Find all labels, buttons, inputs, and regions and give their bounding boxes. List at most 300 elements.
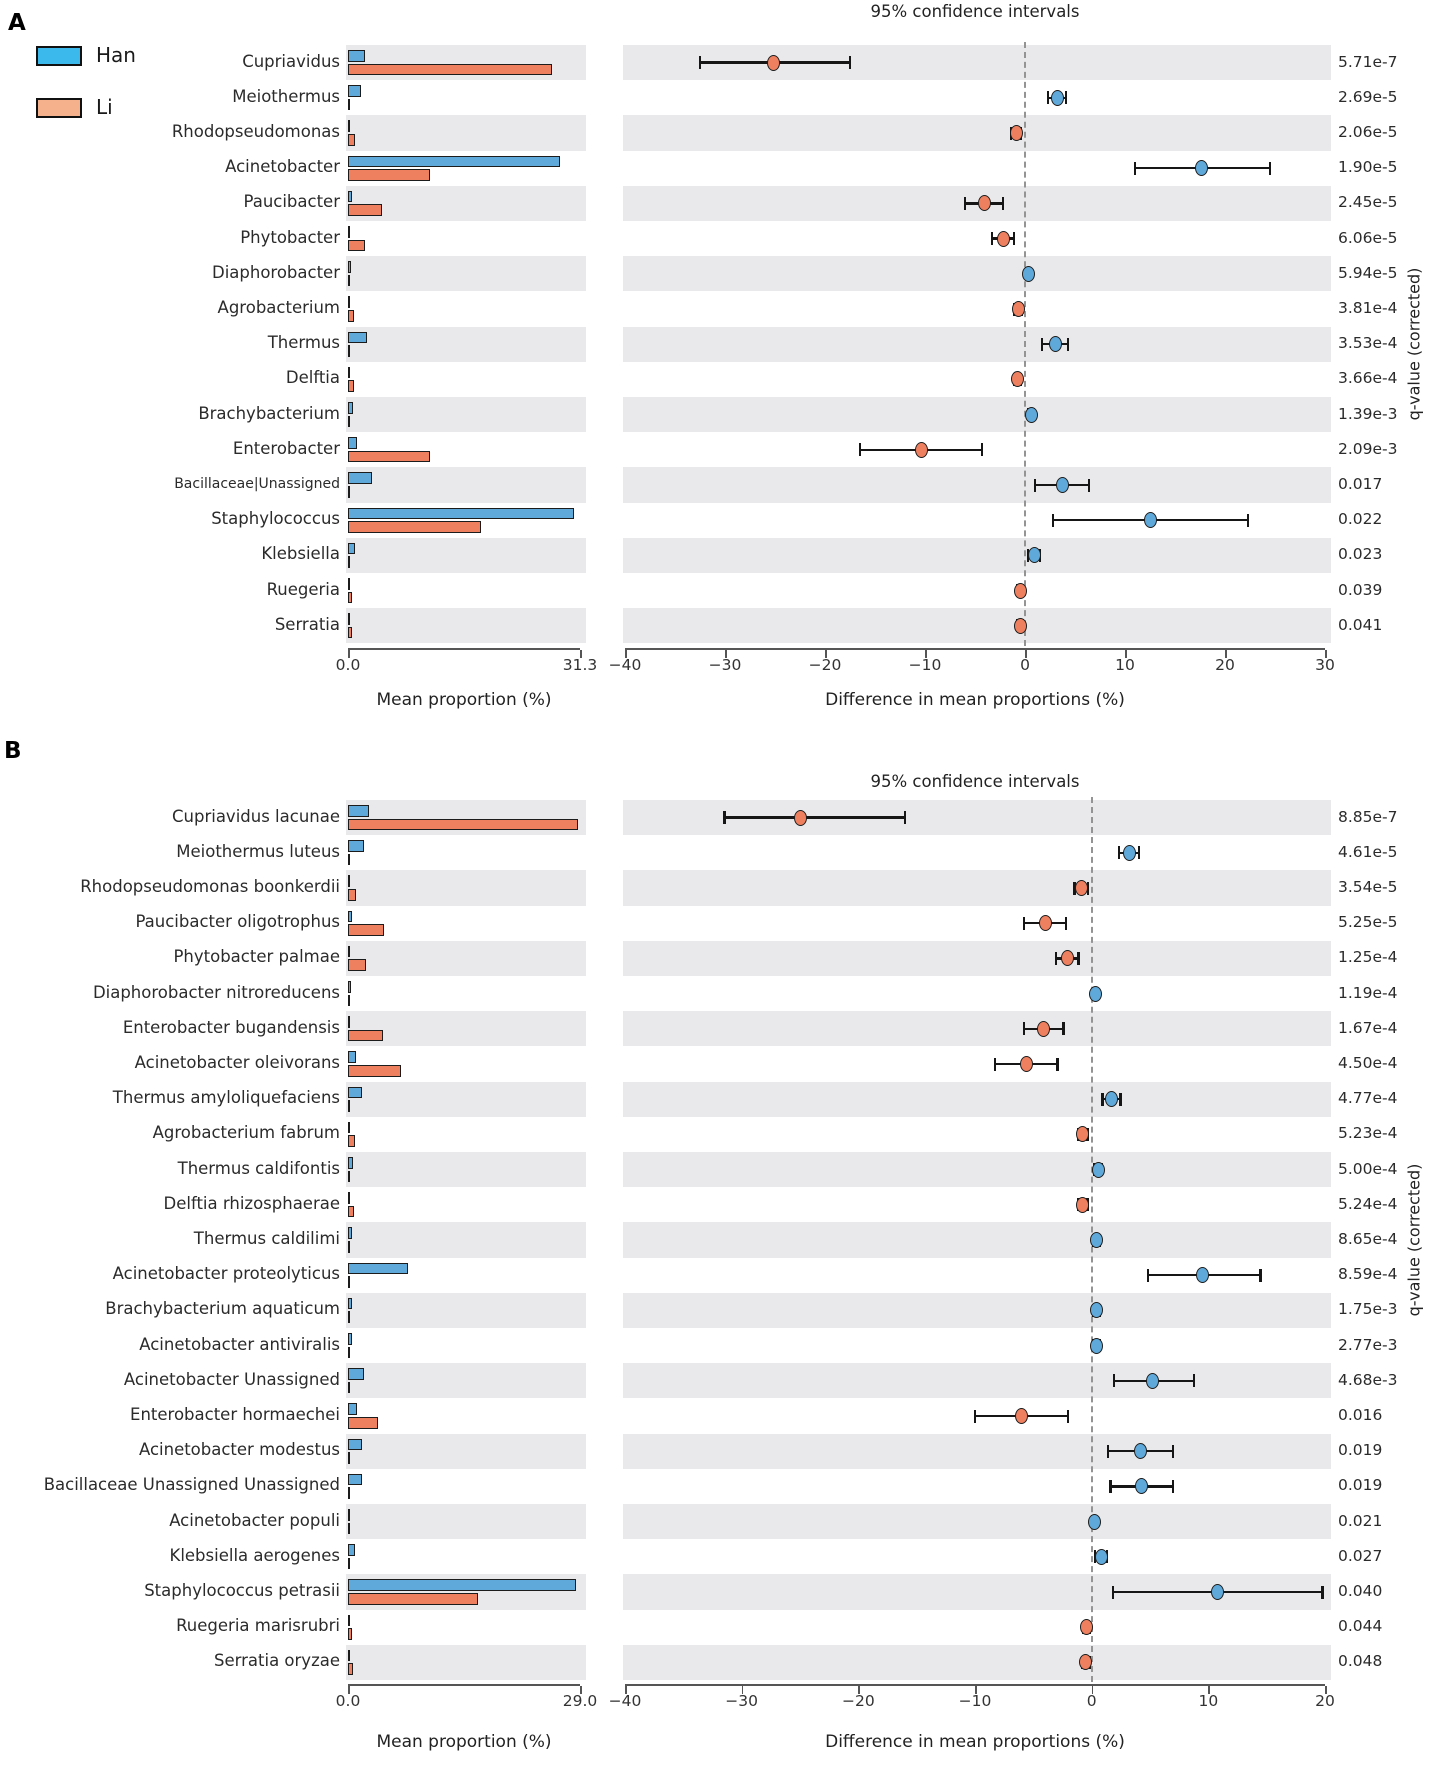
panel-a-row-band-left: [346, 538, 586, 573]
panel-b-q-value: 1.25e-4: [1338, 948, 1398, 967]
panel-b-q-value: 0.027: [1338, 1546, 1383, 1565]
panel-a-right-tick-label: 20: [1215, 656, 1235, 674]
panel-a-li-bar: [348, 416, 350, 428]
panel-a-right-tick-label: −40: [608, 656, 642, 674]
panel-b-ci-cap-high: [1062, 1022, 1064, 1035]
panel-a-ci-cap-high: [1067, 338, 1069, 351]
panel-a-left-tick-label: 0.0: [335, 656, 361, 674]
panel-b-q-axis-label: q-value (corrected): [1404, 1163, 1424, 1317]
panel-b-q-value: 8.59e-4: [1338, 1265, 1398, 1284]
panel-a-q-value: 3.66e-4: [1338, 369, 1398, 388]
panel-a-li-bar: [348, 169, 430, 181]
panel-a-han-bar: [348, 402, 353, 414]
panel-b-taxon-label: Enterobacter hormaechei: [130, 1405, 340, 1424]
panel-b-li-bar: [348, 924, 384, 936]
panel-a-han-bar: [348, 191, 352, 203]
panel-b-row-band-left: [346, 941, 586, 976]
panel-a-han-bar: [348, 296, 350, 308]
panel-b-ci-cap-low: [1107, 1445, 1109, 1458]
panel-a-li-bar: [348, 345, 350, 357]
panel-b-taxon-label: Thermus caldifontis: [177, 1158, 340, 1178]
panel-b-row-band-left: [346, 1645, 586, 1680]
panel-a-taxon-label: Paucibacter: [243, 192, 340, 212]
panel-b-taxon-label: Diaphorobacter nitroreducens: [92, 982, 340, 1002]
panel-b-letter: B: [4, 738, 22, 764]
panel-b-left-tick-label: 0.0: [335, 1692, 361, 1710]
panel-a-han-bar: [348, 578, 350, 590]
panel-b-row-band-right: [623, 1434, 1331, 1469]
panel-a-q-value: 5.71e-7: [1338, 52, 1398, 71]
panel-b-li-bar: [348, 1135, 355, 1147]
panel-a-ci-dot: [1014, 618, 1027, 634]
panel-a-right-tick-label: −10: [908, 656, 942, 674]
panel-a-ci-cap-low: [991, 232, 993, 245]
panel-b-row-band-right: [623, 1293, 1331, 1328]
panel-a-ci-cap-high: [1269, 162, 1271, 175]
panel-b-right-tick-label: −30: [725, 1692, 759, 1710]
panel-b-right-axis-title: Difference in mean proportions (%): [825, 1732, 1125, 1752]
panel-b-ci-cap-high: [1056, 1058, 1058, 1071]
panel-a-row-band-left: [346, 467, 586, 502]
panel-a-right-axis: [625, 648, 1325, 650]
panel-b-q-value: 1.75e-3: [1338, 1300, 1398, 1319]
panel-b-ci-cap-high: [1193, 1374, 1195, 1387]
panel-b-ci-cap-high: [1119, 1093, 1121, 1106]
panel-a-ci-cap-high: [1247, 514, 1249, 527]
panel-a-row-band-right: [623, 256, 1331, 291]
panel-a-li-bar: [348, 134, 355, 146]
panel-a-ci-dot: [1144, 512, 1157, 528]
panel-a-li-bar: [348, 204, 382, 216]
panel-b-li-bar: [348, 1030, 383, 1042]
panel-b-q-value: 0.040: [1338, 1582, 1383, 1600]
panel-b-han-bar: [348, 1298, 352, 1310]
panel-b-taxon-label: Bacillaceae Unassigned Unassigned: [43, 1475, 340, 1495]
panel-b-li-bar: [348, 1241, 350, 1253]
panel-a-ci-cap-low: [964, 197, 966, 210]
panel-a-taxon-label: Diaphorobacter: [211, 262, 340, 282]
panel-b-li-bar: [348, 1487, 350, 1499]
panel-b-row-band-left: [346, 870, 586, 905]
panel-b-han-bar: [348, 1544, 355, 1556]
panel-a-han-bar: [348, 543, 355, 555]
panel-b-li-bar: [348, 1417, 378, 1429]
panel-a-ci-dot: [1025, 407, 1038, 423]
panel-a-q-value: 2.45e-5: [1338, 193, 1398, 212]
panel-b-row-band-left: [346, 1152, 586, 1187]
panel-b-ci-dot: [1075, 880, 1088, 896]
panel-a-han-bar: [348, 50, 365, 62]
panel-b-han-bar: [348, 1650, 350, 1662]
panel-b-ci-cap-high: [1172, 1480, 1174, 1493]
panel-b-q-value: 4.68e-3: [1338, 1370, 1398, 1389]
panel-b-taxon-label: Klebsiella aerogenes: [169, 1545, 340, 1565]
legend-label-li: Li: [96, 95, 113, 119]
panel-b-taxon-label: Enterobacter bugandensis: [122, 1017, 340, 1037]
panel-b-q-value: 4.50e-4: [1338, 1054, 1398, 1072]
panel-b-q-value: 3.54e-5: [1338, 878, 1398, 896]
panel-b-q-value: 2.77e-3: [1338, 1335, 1398, 1354]
panel-a-taxon-label: Serratia: [274, 614, 340, 634]
panel-a-han-bar: [348, 613, 350, 625]
panel-b-han-bar: [348, 946, 350, 958]
panel-a-han-bar: [348, 85, 361, 97]
panel-b-ci-dot: [1061, 950, 1074, 966]
panel-a-ci-cap-high: [849, 56, 851, 69]
panel-b-ci-line: [724, 816, 905, 818]
panel-b-q-value: 5.24e-4: [1338, 1194, 1398, 1213]
panel-b-row-band-right: [623, 1504, 1331, 1539]
panel-a-ci-cap-low: [699, 56, 701, 69]
panel-b-li-bar: [348, 1382, 350, 1394]
panel-b-right-tick-label: 10: [1198, 1692, 1219, 1710]
panel-b-ci-cap-low: [1023, 917, 1025, 930]
panel-a-q-value: 3.81e-4: [1338, 299, 1398, 317]
panel-b-taxon-label: Thermus amyloliquefaciens: [112, 1088, 340, 1108]
panel-a-q-value: 3.53e-4: [1338, 334, 1398, 353]
panel-a-row-band-left: [346, 256, 586, 291]
panel-b-taxon-label: Agrobacterium fabrum: [152, 1123, 340, 1143]
panel-b-han-bar: [348, 1615, 350, 1627]
panel-b-row-band-right: [623, 1152, 1331, 1187]
panel-b-taxon-label: Acinetobacter oleivorans: [134, 1053, 340, 1072]
panel-b-right-tick-label: 0: [1086, 1692, 1097, 1710]
panel-a-ci-dot: [1010, 125, 1023, 141]
panel-b-han-bar: [348, 1192, 350, 1204]
panel-a-title: 95% confidence intervals: [870, 2, 1080, 21]
panel-a-q-value: 2.69e-5: [1338, 87, 1398, 106]
panel-b-right-tick-label: 20: [1315, 1692, 1335, 1710]
panel-b-right-tick-label: −40: [608, 1692, 642, 1710]
panel-a-q-value: 0.041: [1338, 615, 1383, 634]
panel-a-right-tick-label: 0: [1020, 656, 1030, 674]
panel-b-row-band-right: [623, 1645, 1331, 1680]
panel-b-taxon-label: Phytobacter palmae: [173, 947, 340, 967]
panel-a-ci-cap-low: [1134, 162, 1136, 175]
panel-b-han-bar: [348, 875, 350, 887]
panel-a-letter: A: [8, 10, 26, 36]
panel-a-q-value: 6.06e-5: [1338, 228, 1398, 247]
panel-b-title: 95% confidence intervals: [870, 772, 1080, 791]
panel-b-ci-cap-low: [1147, 1269, 1149, 1282]
panel-a-ci-cap-low: [859, 443, 861, 456]
panel-b-q-value: 0.019: [1338, 1441, 1383, 1460]
panel-b-ci-dot: [1146, 1373, 1159, 1389]
panel-a-right-tick-label: −20: [808, 656, 842, 674]
panel-b-q-value: 4.61e-5: [1338, 842, 1398, 861]
panel-b-q-value: 0.021: [1338, 1511, 1383, 1530]
panel-b-q-value: 0.019: [1338, 1476, 1383, 1495]
panel-a-ci-cap-low: [1041, 338, 1043, 351]
panel-a-taxon-label: Delftia: [285, 368, 340, 388]
panel-a-taxon-label: Klebsiella: [261, 544, 340, 564]
panel-a-han-bar: [348, 508, 574, 520]
panel-b-ci-dot: [1095, 1549, 1108, 1565]
panel-b-q-value: 8.85e-7: [1338, 807, 1398, 826]
panel-b-row-band-right: [623, 1082, 1331, 1117]
panel-b-li-bar: [348, 1311, 350, 1323]
panel-a-q-value: 2.06e-5: [1338, 123, 1398, 141]
panel-a-li-bar: [348, 592, 352, 604]
panel-a-li-bar: [348, 310, 354, 322]
panel-a-taxon-label: Brachybacterium: [198, 403, 340, 423]
panel-b-taxon-label: Brachybacterium aquaticum: [105, 1299, 340, 1319]
panel-b-q-value: 4.77e-4: [1338, 1089, 1398, 1108]
panel-b-q-value: 0.016: [1338, 1406, 1383, 1424]
panel-a-ci-cap-high: [1065, 91, 1067, 104]
panel-b-row-band-left: [346, 1434, 586, 1469]
panel-b-ci-cap-low: [974, 1410, 976, 1423]
panel-b-li-bar: [348, 1593, 478, 1605]
panel-b-row-band-left: [346, 1363, 586, 1398]
panel-a-li-bar: [348, 380, 354, 392]
panel-b-han-bar: [348, 981, 351, 993]
panel-b-han-bar: [348, 1016, 350, 1028]
panel-b-li-bar: [348, 854, 350, 866]
panel-a-ci-dot: [997, 231, 1010, 247]
panel-b-han-bar: [348, 1403, 357, 1415]
panel-b-row-band-left: [346, 1293, 586, 1328]
panel-b-row-band-right: [623, 1222, 1331, 1257]
panel-a-q-value: 0.039: [1338, 580, 1383, 599]
panel-a-li-bar: [348, 64, 552, 76]
panel-a-li-bar: [348, 275, 350, 287]
panel-a-ci-dot: [1056, 477, 1069, 493]
panel-a-taxon-label: Bacillaceae|Unassigned: [174, 476, 340, 492]
panel-a-li-bar: [348, 99, 350, 111]
panel-b-ci-cap-low: [994, 1058, 996, 1071]
panel-b-han-bar: [348, 1333, 352, 1345]
panel-b-q-value: 0.048: [1338, 1652, 1383, 1671]
panel-b-taxon-label: Ruegeria marisrubri: [176, 1616, 340, 1636]
panel-b-ci-cap-low: [1023, 1022, 1025, 1035]
panel-a-q-value: 0.017: [1338, 475, 1383, 493]
panel-b-taxon-label: Paucibacter oligotrophus: [135, 912, 340, 932]
panel-b-q-value: 5.00e-4: [1338, 1159, 1398, 1178]
panel-b-han-bar: [348, 1227, 352, 1239]
panel-b-ci-dot: [1080, 1619, 1093, 1635]
panel-b-han-bar: [348, 1474, 362, 1486]
panel-a-li-bar: [348, 521, 481, 533]
panel-a-left-tick-label: 31.3: [562, 656, 598, 674]
panel-b-han-bar: [348, 911, 352, 923]
panel-b-row-band-left: [346, 1082, 586, 1117]
panel-a-left-axis: [348, 648, 580, 650]
panel-b-taxon-label: Meiothermus luteus: [176, 841, 340, 861]
panel-b-row-band-right: [623, 1363, 1331, 1398]
panel-a-li-bar: [348, 627, 352, 639]
panel-b-ci-dot: [1090, 1338, 1103, 1354]
panel-a-left-axis-title: Mean proportion (%): [376, 690, 552, 710]
panel-b-li-bar: [348, 1452, 350, 1464]
panel-b-li-bar: [348, 889, 356, 901]
panel-b-li-bar: [348, 1558, 350, 1570]
panel-b-taxon-label: Serratia oryzae: [214, 1651, 340, 1671]
legend-label-han: Han: [96, 43, 136, 67]
panel-a-taxon-label: Staphylococcus: [211, 509, 340, 529]
panel-b-li-bar: [348, 1206, 354, 1218]
panel-b-ci-cap-low: [723, 811, 725, 824]
panel-a-ci-dot: [1022, 266, 1035, 282]
panel-a-taxon-label: Agrobacterium: [217, 298, 340, 317]
panel-a-row-band-right: [623, 397, 1331, 432]
panel-a-li-bar: [348, 486, 350, 498]
panel-a-q-axis-label: q-value (corrected): [1404, 267, 1424, 421]
panel-b-li-bar: [348, 1171, 350, 1183]
panel-a-q-value: 1.39e-3: [1338, 404, 1398, 423]
panel-b-q-value: 5.23e-4: [1338, 1124, 1398, 1143]
panel-a-row-band-left: [346, 397, 586, 432]
panel-b-ci-dot: [1123, 845, 1136, 861]
panel-b-ci-cap-low: [1112, 1586, 1114, 1599]
panel-b-ci-cap-high: [1065, 917, 1067, 930]
panel-b-ci-cap-high: [1321, 1586, 1323, 1599]
panel-b-ci-dot: [1039, 915, 1052, 931]
panel-b-taxon-label: Staphylococcus petrasii: [144, 1581, 340, 1600]
panel-a-ci-dot: [1014, 583, 1027, 599]
panel-a-ci-cap-low: [1034, 479, 1036, 492]
panel-b-li-bar: [348, 1100, 350, 1112]
panel-a-q-value: 0.022: [1338, 510, 1383, 529]
panel-b-taxon-label: Cupriavidus lacunae: [172, 806, 340, 826]
panel-a-row-band-right: [623, 538, 1331, 573]
panel-a-taxon-label: Ruegeria: [266, 579, 340, 599]
panel-b-han-bar: [348, 1263, 408, 1275]
panel-a-ci-dot: [978, 195, 991, 211]
panel-b-taxon-label: Thermus caldilimi: [193, 1229, 340, 1248]
panel-a-zero-line: [1024, 42, 1026, 646]
panel-b-ci-cap-high: [1138, 846, 1140, 859]
panel-a-q-value: 5.94e-5: [1338, 263, 1398, 282]
panel-a-han-bar: [348, 437, 357, 449]
panel-a-ci-cap-low: [1047, 91, 1049, 104]
panel-b-ci-cap-high: [1172, 1445, 1174, 1458]
panel-b-taxon-label: Acinetobacter populi: [169, 1510, 340, 1530]
panel-a-ci-cap-high: [1088, 479, 1090, 492]
panel-a-han-bar: [348, 261, 351, 273]
panel-a-taxon-label: Phytobacter: [240, 227, 340, 247]
panel-a-row-band-right: [623, 115, 1331, 150]
panel-a-row-band-right: [623, 467, 1331, 502]
panel-a-ci-dot: [1049, 336, 1062, 352]
panel-b-li-bar: [348, 1663, 353, 1675]
panel-a-li-bar: [348, 451, 430, 463]
panel-b-ci-cap-low: [1101, 1093, 1103, 1106]
panel-a-ci-cap-high: [981, 443, 983, 456]
panel-b-q-value: 5.25e-5: [1338, 913, 1398, 932]
panel-b-taxon-label: Acinetobacter modestus: [138, 1440, 340, 1460]
panel-b-li-bar: [348, 1347, 350, 1359]
panel-b-right-tick-label: −10: [958, 1692, 992, 1710]
panel-b-li-bar: [348, 959, 366, 971]
panel-b-han-bar: [348, 1157, 353, 1169]
panel-a-han-bar: [348, 120, 350, 132]
panel-b-row-band-left: [346, 1504, 586, 1539]
panel-b-right-tick-label: −20: [841, 1692, 875, 1710]
panel-b-ci-cap-low: [1118, 846, 1120, 859]
panel-b-ci-cap-high: [1259, 1269, 1261, 1282]
panel-b-ci-cap-high: [1067, 1410, 1069, 1423]
panel-b-row-band-right: [623, 1011, 1331, 1046]
panel-b-taxon-label: Acinetobacter proteolyticus: [112, 1264, 340, 1284]
panel-b-row-band-left: [346, 1222, 586, 1257]
panel-b-ci-cap-low: [1113, 1374, 1115, 1387]
panel-b-ci-cap-high: [904, 811, 906, 824]
panel-a-right-axis-title: Difference in mean proportions (%): [825, 690, 1125, 710]
panel-b-li-bar: [348, 1628, 352, 1640]
panel-a-row-band-right: [623, 608, 1331, 643]
panel-b-ci-dot: [1135, 1478, 1148, 1494]
panel-a-ci-dot: [1051, 90, 1064, 106]
panel-a-row-band-left: [346, 115, 586, 150]
panel-a-ci-dot: [915, 442, 928, 458]
panel-b-taxon-label: Acinetobacter antiviralis: [139, 1334, 340, 1354]
panel-b-ci-dot: [1092, 1162, 1105, 1178]
panel-b-li-bar: [348, 1065, 401, 1077]
panel-a-han-bar: [348, 367, 350, 379]
panel-b-left-axis-title: Mean proportion (%): [376, 1732, 552, 1752]
panel-b-ci-dot: [794, 810, 807, 826]
panel-a-taxon-label: Enterobacter: [232, 438, 340, 458]
panel-a-taxon-label: Cupriavidus: [242, 51, 340, 71]
panel-b-taxon-label: Acinetobacter Unassigned: [123, 1369, 340, 1389]
panel-b-han-bar: [348, 1509, 350, 1521]
panel-b-ci-dot: [1015, 1408, 1028, 1424]
panel-a-ci-dot: [767, 55, 780, 71]
panel-a-row-band-left: [346, 608, 586, 643]
panel-b-left-axis: [348, 1684, 580, 1686]
panel-b-ci-dot: [1088, 1514, 1101, 1530]
panel-b-li-bar: [348, 1523, 350, 1535]
panel-b-q-value: 1.19e-4: [1338, 983, 1398, 1002]
panel-b-ci-cap-low: [1109, 1480, 1111, 1493]
panel-b-taxon-label: Delftia rhizosphaerae: [163, 1193, 340, 1213]
panel-a-taxon-label: Rhodopseudomonas: [171, 122, 340, 141]
panel-a-taxon-label: Thermus: [267, 333, 340, 353]
panel-a-ci-cap-high: [1013, 232, 1015, 245]
panel-a-han-bar: [348, 472, 372, 484]
panel-b-ci-cap-high: [1077, 952, 1079, 965]
panel-a-ci-cap-high: [1002, 197, 1004, 210]
panel-b-q-value: 8.65e-4: [1338, 1230, 1398, 1248]
panel-b-row-band-right: [623, 941, 1331, 976]
panel-b-han-bar: [348, 1439, 362, 1451]
panel-a-han-bar: [348, 226, 350, 238]
panel-a-row-band-left: [346, 327, 586, 362]
panel-b-li-bar: [348, 995, 350, 1007]
panel-b-left-tick-label: 29.0: [562, 1692, 598, 1710]
panel-b-ci-cap-low: [1055, 952, 1057, 965]
panel-a-han-bar: [348, 156, 560, 168]
panel-b-q-value: 1.67e-4: [1338, 1018, 1398, 1037]
panel-a-taxon-label: Meiothermus: [232, 86, 340, 106]
panel-b-han-bar: [348, 1087, 362, 1099]
panel-a-q-value: 0.023: [1338, 545, 1383, 564]
panel-b-ci-dot: [1196, 1267, 1209, 1283]
panel-b-li-bar: [348, 1276, 350, 1288]
panel-a-ci-dot: [1195, 160, 1208, 176]
panel-a-q-value: 2.09e-3: [1338, 439, 1398, 458]
panel-b-row-band-right: [623, 870, 1331, 905]
panel-b-ci-dot: [1089, 986, 1102, 1002]
panel-a-ci-dot: [1012, 301, 1025, 317]
panel-b-han-bar: [348, 1579, 576, 1591]
panel-b-han-bar: [348, 805, 369, 817]
panel-b-han-bar: [348, 1122, 350, 1134]
panel-a-right-tick-label: 30: [1315, 656, 1335, 674]
panel-b-han-bar: [348, 1051, 356, 1063]
panel-b-taxon-label: Rhodopseudomonas boonkerdii: [80, 877, 340, 896]
